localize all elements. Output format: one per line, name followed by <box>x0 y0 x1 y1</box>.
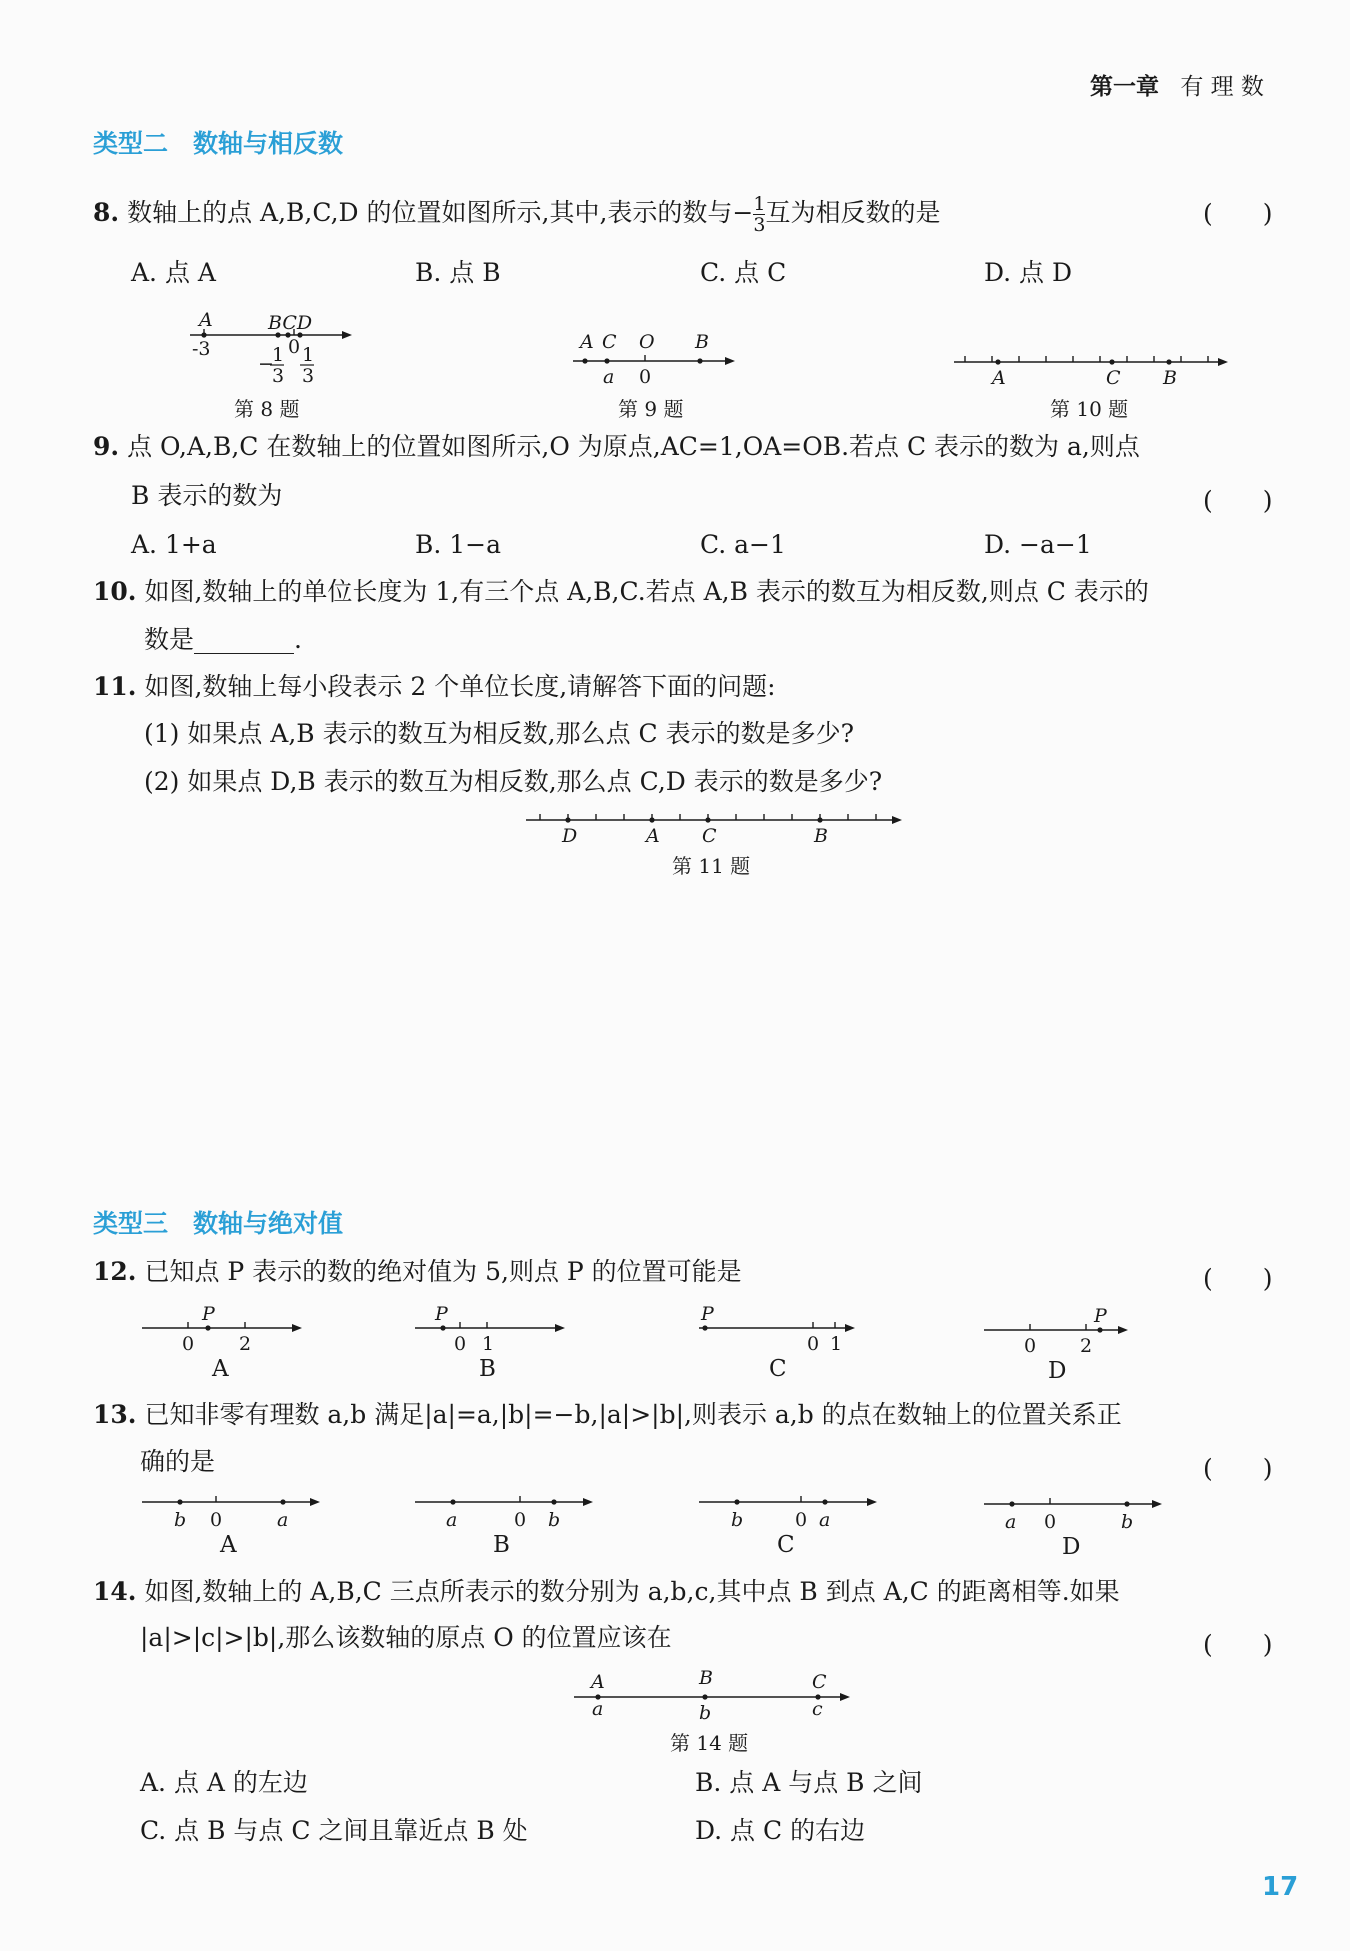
q14-option-a[interactable]: A. 点 A 的左边 <box>140 1768 308 1797</box>
q13a-label-a: a <box>277 1509 289 1531</box>
q14-text-line1: 如图,数轴上的 A,B,C 三点所表示的数分别为 a,b,c,其中点 B 到点 A,C 的距离相等.如果 <box>144 1577 1120 1606</box>
figure-8-number-line <box>180 300 360 395</box>
question-14-line1 <box>93 1577 1120 1607</box>
q10-answer-blank[interactable]: 数是________. <box>144 625 302 654</box>
q8-option-d[interactable]: D. 点 D <box>984 258 1073 287</box>
q13b-label-b: b <box>548 1509 561 1531</box>
q12c-tick-1: 1 <box>830 1333 843 1355</box>
section-title-3: 类型三 数轴与绝对值 <box>93 1209 344 1238</box>
q12b-tick-1: 1 <box>482 1333 495 1355</box>
q13b-letter: B <box>493 1532 510 1558</box>
q8-text-b: 互为相反数的是 <box>765 198 941 227</box>
q12-figure-a[interactable] <box>140 1302 310 1382</box>
fig10-caption: 第 10 题 <box>1050 397 1129 421</box>
fig11-label-D: D <box>562 825 578 847</box>
fig8-frac1-den: 3 <box>272 365 285 387</box>
q12b-letter: B <box>479 1356 496 1382</box>
fig9-label-B: B <box>695 331 709 353</box>
fig8-tick-zero: 0 <box>288 336 301 358</box>
fig8-minus-sign: − <box>258 353 274 375</box>
fig10-label-A: A <box>992 367 1006 389</box>
fig8-tick-minus3: -3 <box>192 338 211 360</box>
q13d-label-0: 0 <box>1044 1511 1057 1533</box>
question-8 <box>93 194 940 235</box>
q13d-label-b: b <box>1121 1511 1134 1533</box>
fig14-label-A: A <box>591 1671 605 1693</box>
q12d-tick-0: 0 <box>1024 1335 1037 1357</box>
q13d-letter: D <box>1062 1534 1081 1560</box>
q12d-tick-2: 2 <box>1080 1335 1093 1357</box>
q12b-P: P <box>435 1303 448 1325</box>
fig14-caption: 第 14 题 <box>670 1731 749 1755</box>
q13c-letter: C <box>777 1532 795 1558</box>
fig11-label-B: B <box>814 825 828 847</box>
q8-number: 8. <box>93 198 120 227</box>
q13b-label-a: a <box>446 1509 458 1531</box>
fig9-label-O: O <box>639 331 655 353</box>
q13d-label-a: a <box>1005 1511 1017 1533</box>
q8-minus: − <box>732 198 754 227</box>
fig14-label-a: a <box>592 1698 604 1720</box>
q13-figure-c[interactable] <box>697 1488 887 1568</box>
q12-answer-paren[interactable]: ( ) <box>1203 1264 1273 1293</box>
question-11-line1 <box>93 672 776 702</box>
q13b-label-0: 0 <box>514 1509 527 1531</box>
q14-option-d[interactable]: D. 点 C 的右边 <box>695 1816 866 1845</box>
q9-text-line2: B 表示的数为 <box>131 481 283 510</box>
q13-figure-a[interactable] <box>140 1488 330 1568</box>
figure-9-number-line <box>565 325 740 395</box>
q8-answer-paren[interactable]: ( ) <box>1203 199 1273 228</box>
question-13-line1 <box>93 1400 1122 1430</box>
q14-number: 14. <box>93 1577 137 1606</box>
q12c-letter: C <box>769 1356 787 1382</box>
q10-number: 10. <box>93 577 137 606</box>
q12-figure-d[interactable] <box>982 1302 1152 1382</box>
q9-option-c[interactable]: C. a−1 <box>700 530 786 559</box>
q13-answer-paren[interactable]: ( ) <box>1203 1454 1273 1483</box>
section-title-2: 类型二 数轴与相反数 <box>93 129 344 158</box>
fig11-label-C: C <box>702 825 717 847</box>
fig11-label-A: A <box>646 825 660 847</box>
q13c-label-b: b <box>731 1509 744 1531</box>
fig8-frac2-num: 1 <box>302 344 315 366</box>
question-10-line1 <box>93 577 1149 607</box>
fig11-caption: 第 11 题 <box>672 854 751 878</box>
page-number: 17 <box>1262 1872 1299 1902</box>
q8-frac-num: 1 <box>753 193 766 215</box>
q9-text-line1: 点 O,A,B,C 在数轴上的位置如图所示,O 为原点,AC=1,OA=OB.若点 C 表示的数为 a,则点 <box>127 432 1140 461</box>
fig8-label-A: A <box>199 309 213 331</box>
q13c-label-a: a <box>819 1509 831 1531</box>
fig10-label-C: C <box>1106 367 1121 389</box>
fig9-label-C: C <box>602 331 617 353</box>
running-header <box>1090 68 1264 101</box>
fig8-frac1-num: 1 <box>272 344 285 366</box>
figure-11-number-line <box>520 806 910 851</box>
chapter-title: 有 理 数 <box>1180 74 1264 100</box>
q11-number: 11. <box>93 672 137 701</box>
q12-figure-b[interactable] <box>413 1302 583 1382</box>
q13-number: 13. <box>93 1400 137 1429</box>
chapter-label: 第一章 <box>1090 74 1159 100</box>
fig14-label-C: C <box>812 1671 827 1693</box>
q9-option-a[interactable]: A. 1+a <box>131 530 217 559</box>
figure-14-number-line <box>568 1665 858 1730</box>
q9-number: 9. <box>93 432 120 461</box>
fig9-caption: 第 9 题 <box>618 397 684 421</box>
q13a-label-0: 0 <box>210 1509 223 1531</box>
q14-option-b[interactable]: B. 点 A 与点 B 之间 <box>695 1768 923 1797</box>
q11-text-line1: 如图,数轴上每小段表示 2 个单位长度,请解答下面的问题: <box>144 672 776 701</box>
q14-text-line2: |a|>|c|>|b|,那么该数轴的原点 O 的位置应该在 <box>140 1623 672 1652</box>
q12c-tick-0: 0 <box>807 1333 820 1355</box>
q12-text: 已知点 P 表示的数的绝对值为 5,则点 P 的位置可能是 <box>144 1257 742 1286</box>
q8-option-c[interactable]: C. 点 C <box>700 258 787 287</box>
q13-text-line2: 确的是 <box>140 1447 216 1476</box>
q8-option-b[interactable]: B. 点 B <box>415 258 501 287</box>
fig8-caption: 第 8 题 <box>234 397 300 421</box>
question-12 <box>93 1257 742 1287</box>
q8-fraction <box>753 194 765 235</box>
q13-figure-b[interactable] <box>413 1488 603 1568</box>
fig9-label-A: A <box>580 331 594 353</box>
q12-figure-c[interactable] <box>697 1302 867 1382</box>
fig10-label-B: B <box>1163 367 1177 389</box>
q12a-tick-0: 0 <box>182 1333 195 1355</box>
q11-sub2: (2) 如果点 D,B 表示的数互为相反数,那么点 C,D 表示的数是多少? <box>144 767 883 796</box>
q13c-label-0: 0 <box>795 1509 808 1531</box>
fig14-label-b: b <box>699 1702 712 1724</box>
q8-option-a[interactable]: A. 点 A <box>131 258 216 287</box>
q12d-letter: D <box>1048 1358 1067 1384</box>
q14-answer-paren[interactable]: ( ) <box>1203 1630 1273 1659</box>
q13-figure-d[interactable] <box>982 1490 1172 1570</box>
q12a-letter: A <box>212 1356 229 1382</box>
figure-10-number-line <box>948 342 1238 387</box>
q14-option-c[interactable]: C. 点 B 与点 C 之间且靠近点 B 处 <box>140 1816 528 1845</box>
q9-option-b[interactable]: B. 1−a <box>415 530 502 559</box>
question-9-line1 <box>93 432 1140 462</box>
fig14-label-c: c <box>812 1698 823 1720</box>
q8-text-a: 数轴上的点 A,B,C,D 的位置如图所示,其中,表示的数与 <box>127 198 733 227</box>
q11-sub1: (1) 如果点 A,B 表示的数互为相反数,那么点 C 表示的数是多少? <box>144 719 854 748</box>
q8-frac-den: 3 <box>753 214 766 236</box>
q9-option-d[interactable]: D. −a−1 <box>984 530 1092 559</box>
q12c-P: P <box>701 1303 714 1325</box>
q12-number: 12. <box>93 1257 137 1286</box>
q13a-label-b: b <box>174 1509 187 1531</box>
q12a-tick-2: 2 <box>239 1333 252 1355</box>
q10-text-line1: 如图,数轴上的单位长度为 1,有三个点 A,B,C.若点 A,B 表示的数互为相反数,则点 C 表示的 <box>144 577 1149 606</box>
fig8-frac2-den: 3 <box>302 365 315 387</box>
fig14-label-B: B <box>699 1667 713 1689</box>
q12b-tick-0: 0 <box>454 1333 467 1355</box>
fig8-label-BCD: BCD <box>268 312 313 334</box>
q13a-letter: A <box>220 1532 237 1558</box>
fig9-tick-zero: 0 <box>639 366 652 388</box>
q12d-P: P <box>1094 1305 1107 1327</box>
fig9-label-a: a <box>603 366 615 388</box>
q13-text-line1: 已知非零有理数 a,b 满足|a|=a,|b|=−b,|a|>|b|,则表示 a,b 的点在数轴上的位置关系正 <box>144 1400 1122 1429</box>
q9-answer-paren[interactable]: ( ) <box>1203 486 1273 515</box>
q12a-P: P <box>202 1303 215 1325</box>
